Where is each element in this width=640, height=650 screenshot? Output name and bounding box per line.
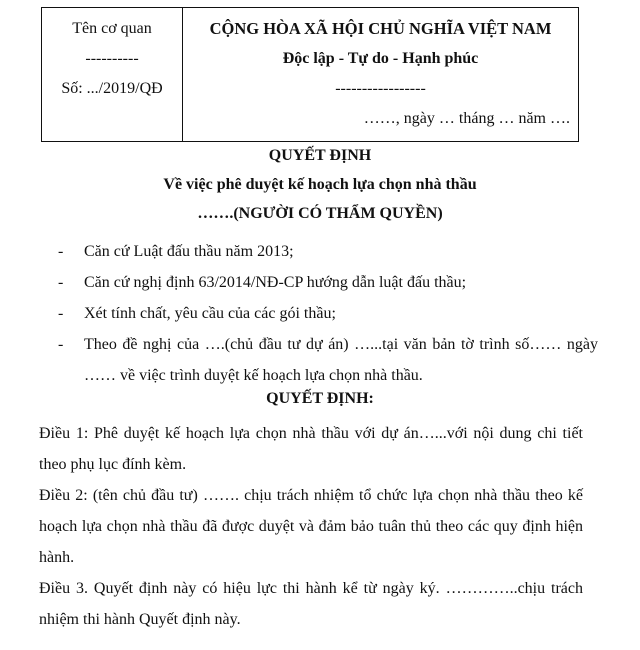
list-dash: -: [58, 336, 64, 353]
article-2: Điều 2: (tên chủ đầu tư) ……. chịu trách nhiệm tổ chức lựa chọn nhà thầu theo kế hoạch lựa chọn nhà thầu đã được duyệt và đảm bảo tuân thủ theo các quy định hiện hành.: [39, 487, 583, 566]
motto-separator: -----------------: [335, 80, 426, 97]
legal-basis-item: [58, 236, 598, 267]
date-line: ……, ngày … tháng … năm ….: [363, 110, 570, 127]
legal-bases-list: [58, 236, 598, 391]
document-header-table: [41, 7, 579, 142]
articles-list: [39, 418, 583, 635]
national-header-cell: [183, 8, 578, 141]
legal-basis-text: Theo đề nghị của ….(chủ đầu tư dự án) …...tại văn bản tờ trình số…… ngày …… về việc trình duyệt kế hoạch lựa chọn nhà thầu.: [84, 336, 598, 384]
decision-number: Số: .../2019/QĐ: [61, 80, 163, 97]
issuing-authority: …….(NGƯỜI CÓ THẨM QUYỀN): [197, 205, 443, 222]
list-dash: -: [58, 243, 64, 260]
article-3: Điều 3. Quyết định này có hiệu lực thi hành kể từ ngày ký. …………..chịu trách nhiệm thi hành Quyết định này.: [39, 580, 583, 628]
legal-basis-item: [58, 298, 598, 329]
agency-separator: ----------: [85, 50, 139, 67]
article-1: Điều 1: Phê duyệt kế hoạch lựa chọn nhà thầu với dự án…...với nội dung chi tiết theo phụ lục đính kèm.: [39, 425, 583, 473]
legal-basis-text: Căn cứ Luật đấu thầu năm 2013;: [84, 243, 294, 260]
legal-basis-text: Xét tính chất, yêu cầu của các gói thầu;: [84, 305, 336, 322]
legal-basis-item: [58, 329, 598, 391]
legal-basis-text: Căn cứ nghị định 63/2014/NĐ-CP hướng dẫn luật đấu thầu;: [84, 274, 467, 291]
agency-name: Tên cơ quan: [72, 20, 152, 37]
decision-heading: QUYẾT ĐỊNH:: [266, 390, 374, 407]
list-dash: -: [58, 274, 64, 291]
national-motto: Độc lập - Tự do - Hạnh phúc: [282, 50, 479, 67]
list-dash: -: [58, 305, 64, 322]
document-title: QUYẾT ĐỊNH: [268, 147, 372, 164]
national-title: CỘNG HÒA XÃ HỘI CHỦ NGHĨA VIỆT NAM: [209, 19, 552, 38]
legal-basis-item: [58, 267, 598, 298]
agency-cell: [42, 8, 183, 141]
document-subject: Về việc phê duyệt kế hoạch lựa chọn nhà thầu: [163, 176, 477, 193]
